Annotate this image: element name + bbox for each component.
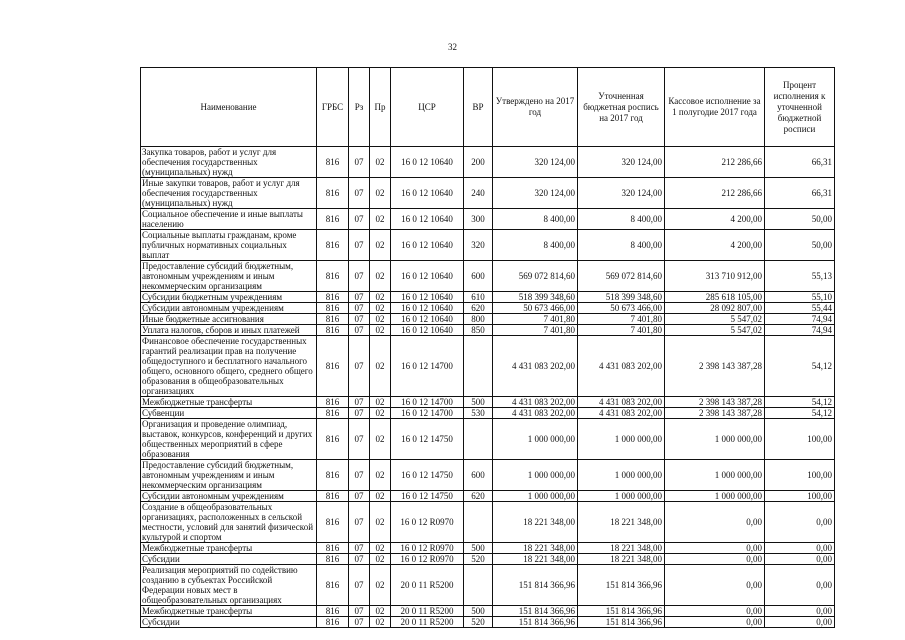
table-cell-grbs: 816: [317, 178, 349, 209]
table-cell-vr: 600: [464, 460, 493, 491]
table-cell-approved: 18 221 348,00: [493, 554, 578, 565]
table-cell-approved: 1 000 000,00: [493, 460, 578, 491]
table-cell-name: Реализация мероприятий по содействию созданию в субъектах Российской Федерации новых мест в общеобразовательных организациях: [141, 565, 317, 606]
table-cell-cash: 2 398 143 387,28: [665, 336, 765, 397]
table-cell-csr: 16 0 12 10640: [391, 147, 464, 178]
table-cell-vr: [464, 419, 493, 460]
table-cell-csr: 16 0 12 10640: [391, 314, 464, 325]
header-name: Наименование: [141, 68, 317, 147]
table-cell-rz: 07: [349, 314, 370, 325]
table-row: [141, 419, 835, 460]
table-cell-csr: 16 0 12 14750: [391, 460, 464, 491]
budget-table: [140, 67, 835, 628]
table-cell-percent: 55,44: [765, 303, 835, 314]
table-cell-approved: 1 000 000,00: [493, 491, 578, 502]
table-cell-percent: 100,00: [765, 491, 835, 502]
table-cell-vr: [464, 336, 493, 397]
table-cell-name: Субсидии: [141, 554, 317, 565]
table-cell-pr: 02: [370, 397, 391, 408]
table-cell-vr: 850: [464, 325, 493, 336]
table-cell-csr: 16 0 12 10640: [391, 178, 464, 209]
table-row: [141, 543, 835, 554]
table-cell-name: Межбюджетные трансферты: [141, 543, 317, 554]
table-cell-grbs: 816: [317, 565, 349, 606]
table-cell-cash: 0,00: [665, 502, 765, 543]
table-cell-revised: 4 431 083 202,00: [578, 336, 665, 397]
header-vr: ВР: [464, 68, 493, 147]
table-cell-rz: 07: [349, 460, 370, 491]
table-cell-approved: 518 399 348,60: [493, 292, 578, 303]
table-cell-rz: 07: [349, 230, 370, 261]
table-row: [141, 408, 835, 419]
table-cell-rz: 07: [349, 554, 370, 565]
table-cell-pr: 02: [370, 209, 391, 230]
table-cell-approved: 151 814 366,96: [493, 606, 578, 617]
table-cell-pr: 02: [370, 502, 391, 543]
header-approved: Утверждено на 2017 год: [493, 68, 578, 147]
table-cell-approved: 4 431 083 202,00: [493, 397, 578, 408]
table-cell-name: Уплата налогов, сборов и иных платежей: [141, 325, 317, 336]
table-cell-name: Закупка товаров, работ и услуг для обеспечения государственных (муниципальных) нужд: [141, 147, 317, 178]
table-cell-pr: 02: [370, 147, 391, 178]
table-row: [141, 491, 835, 502]
table-cell-rz: 07: [349, 606, 370, 617]
table-cell-rz: 07: [349, 147, 370, 178]
table-cell-cash: 0,00: [665, 554, 765, 565]
table-cell-approved: 320 124,00: [493, 178, 578, 209]
table-cell-percent: 50,00: [765, 209, 835, 230]
table-cell-grbs: 816: [317, 325, 349, 336]
table-row: [141, 230, 835, 261]
table-cell-pr: 02: [370, 491, 391, 502]
table-cell-rz: 07: [349, 261, 370, 292]
table-cell-grbs: 816: [317, 606, 349, 617]
table-cell-name: Создание в общеобразовательных организациях, расположенных в сельской местности, условий для занятий физической культурой и спортом: [141, 502, 317, 543]
table-cell-grbs: 816: [317, 554, 349, 565]
table-cell-percent: 50,00: [765, 230, 835, 261]
table-cell-rz: 07: [349, 336, 370, 397]
table-cell-percent: 55,13: [765, 261, 835, 292]
table-cell-approved: 18 221 348,00: [493, 502, 578, 543]
table-cell-pr: 02: [370, 325, 391, 336]
table-cell-cash: 313 710 912,00: [665, 261, 765, 292]
table-row: [141, 460, 835, 491]
table-cell-percent: 0,00: [765, 502, 835, 543]
table-cell-approved: 18 221 348,00: [493, 543, 578, 554]
table-cell-revised: 18 221 348,00: [578, 502, 665, 543]
table-cell-vr: 520: [464, 617, 493, 628]
table-cell-csr: 16 0 12 R0970: [391, 543, 464, 554]
table-row: [141, 554, 835, 565]
table-cell-rz: 07: [349, 303, 370, 314]
table-cell-approved: 7 401,80: [493, 314, 578, 325]
table-cell-grbs: 816: [317, 419, 349, 460]
page-number: 32: [448, 42, 457, 52]
table-cell-vr: [464, 502, 493, 543]
table-cell-name: Организация и проведение олимпиад, выставок, конкурсов, конференций и других общественных мероприятий в сфере образования: [141, 419, 317, 460]
table-cell-approved: 151 814 366,96: [493, 617, 578, 628]
table-cell-name: Межбюджетные трансферты: [141, 397, 317, 408]
table-row: [141, 606, 835, 617]
table-cell-revised: 7 401,80: [578, 314, 665, 325]
table-cell-cash: 4 200,00: [665, 230, 765, 261]
table-cell-cash: 212 286,66: [665, 147, 765, 178]
table-row: [141, 209, 835, 230]
table-cell-revised: 4 431 083 202,00: [578, 408, 665, 419]
table-cell-revised: 151 814 366,96: [578, 565, 665, 606]
table-cell-percent: 54,12: [765, 397, 835, 408]
table-cell-grbs: 816: [317, 292, 349, 303]
table-cell-grbs: 816: [317, 617, 349, 628]
table-cell-revised: 1 000 000,00: [578, 491, 665, 502]
table-cell-name: Субсидии бюджетным учреждениям: [141, 292, 317, 303]
table-cell-grbs: 816: [317, 314, 349, 325]
table-cell-csr: 16 0 12 14700: [391, 397, 464, 408]
table-cell-grbs: 816: [317, 336, 349, 397]
table-cell-cash: 5 547,02: [665, 314, 765, 325]
table-cell-name: Субсидии: [141, 617, 317, 628]
table-row: [141, 397, 835, 408]
table-cell-percent: 0,00: [765, 606, 835, 617]
table-cell-percent: 0,00: [765, 565, 835, 606]
table-cell-name: Субсидии автономным учреждениям: [141, 491, 317, 502]
table-cell-grbs: 816: [317, 491, 349, 502]
table-row: [141, 314, 835, 325]
table-cell-approved: 7 401,80: [493, 325, 578, 336]
table-cell-rz: 07: [349, 292, 370, 303]
table-cell-percent: 0,00: [765, 617, 835, 628]
table-cell-grbs: 816: [317, 303, 349, 314]
table-cell-name: Социальное обеспечение и иные выплаты населению: [141, 209, 317, 230]
table-cell-name: Финансовое обеспечение государственных гарантий реализации прав на получение общедоступного и бесплатного начального общего, основного общего, среднего общего образования в общеобразовательных организациях: [141, 336, 317, 397]
table-row: [141, 292, 835, 303]
table-cell-pr: 02: [370, 336, 391, 397]
table-cell-csr: 16 0 12 R0970: [391, 554, 464, 565]
table-cell-approved: 4 431 083 202,00: [493, 336, 578, 397]
table-row: [141, 617, 835, 628]
table-cell-csr: 16 0 12 R0970: [391, 502, 464, 543]
table-cell-rz: 07: [349, 543, 370, 554]
table-cell-pr: 02: [370, 178, 391, 209]
table-cell-vr: 240: [464, 178, 493, 209]
table-row: [141, 565, 835, 606]
table-cell-percent: 66,31: [765, 147, 835, 178]
table-cell-percent: 74,94: [765, 325, 835, 336]
table-cell-revised: 569 072 814,60: [578, 261, 665, 292]
table-cell-approved: 151 814 366,96: [493, 565, 578, 606]
table-cell-csr: 16 0 12 14700: [391, 408, 464, 419]
table-cell-vr: 500: [464, 397, 493, 408]
table-cell-revised: 18 221 348,00: [578, 554, 665, 565]
table-cell-revised: 1 000 000,00: [578, 460, 665, 491]
table-cell-percent: 74,94: [765, 314, 835, 325]
table-cell-rz: 07: [349, 419, 370, 460]
table-cell-name: Предоставление субсидий бюджетным, автономным учреждениям и иным некоммерческим организациям: [141, 261, 317, 292]
table-cell-grbs: 816: [317, 543, 349, 554]
table-cell-pr: 02: [370, 617, 391, 628]
table-cell-grbs: 816: [317, 408, 349, 419]
table-cell-name: Социальные выплаты гражданам, кроме публичных нормативных социальных выплат: [141, 230, 317, 261]
table-header-row: [141, 68, 835, 147]
table-cell-csr: 16 0 12 10640: [391, 292, 464, 303]
table-cell-cash: 212 286,66: [665, 178, 765, 209]
table-cell-cash: 0,00: [665, 543, 765, 554]
table-cell-name: Субсидии автономным учреждениям: [141, 303, 317, 314]
table-cell-revised: 151 814 366,96: [578, 617, 665, 628]
table-cell-rz: 07: [349, 617, 370, 628]
table-cell-vr: 320: [464, 230, 493, 261]
table-cell-pr: 02: [370, 303, 391, 314]
header-rz: Рз: [349, 68, 370, 147]
table-cell-grbs: 816: [317, 261, 349, 292]
header-grbs: ГРБС: [317, 68, 349, 147]
table-cell-pr: 02: [370, 408, 391, 419]
table-cell-rz: 07: [349, 325, 370, 336]
table-cell-rz: 07: [349, 178, 370, 209]
table-cell-cash: 0,00: [665, 617, 765, 628]
table-cell-vr: 620: [464, 303, 493, 314]
table-cell-pr: 02: [370, 292, 391, 303]
table-cell-revised: 1 000 000,00: [578, 419, 665, 460]
table-cell-revised: 518 399 348,60: [578, 292, 665, 303]
table-cell-vr: 500: [464, 606, 493, 617]
header-percent: Процент исполнения к уточненной бюджетной росписи: [765, 68, 835, 147]
table-cell-vr: 300: [464, 209, 493, 230]
table-cell-cash: 1 000 000,00: [665, 460, 765, 491]
table-cell-name: Предоставление субсидий бюджетным, автономным учреждениям и иным некоммерческим организациям: [141, 460, 317, 491]
table-cell-percent: 100,00: [765, 460, 835, 491]
table-cell-revised: 320 124,00: [578, 178, 665, 209]
table-cell-percent: 100,00: [765, 419, 835, 460]
table-cell-vr: 530: [464, 408, 493, 419]
table-row: [141, 261, 835, 292]
table-cell-vr: 600: [464, 261, 493, 292]
table-cell-approved: 1 000 000,00: [493, 419, 578, 460]
table-cell-csr: 16 0 12 14750: [391, 491, 464, 502]
table-cell-revised: 8 400,00: [578, 230, 665, 261]
table-cell-approved: 320 124,00: [493, 147, 578, 178]
table-cell-grbs: 816: [317, 502, 349, 543]
header-cash: Кассовое исполнение за 1 полугодие 2017 года: [665, 68, 765, 147]
table-cell-revised: 320 124,00: [578, 147, 665, 178]
table-cell-percent: 54,12: [765, 408, 835, 419]
table-cell-pr: 02: [370, 543, 391, 554]
table-cell-name: Иные бюджетные ассигнования: [141, 314, 317, 325]
table-cell-vr: 800: [464, 314, 493, 325]
table-cell-name: Субвенции: [141, 408, 317, 419]
table-cell-approved: 8 400,00: [493, 230, 578, 261]
table-cell-approved: 8 400,00: [493, 209, 578, 230]
table-cell-rz: 07: [349, 491, 370, 502]
table-cell-vr: 200: [464, 147, 493, 178]
table-cell-revised: 151 814 366,96: [578, 606, 665, 617]
table-cell-revised: 8 400,00: [578, 209, 665, 230]
table-cell-rz: 07: [349, 209, 370, 230]
table-row: [141, 336, 835, 397]
table-cell-csr: 16 0 12 14750: [391, 419, 464, 460]
table-cell-cash: 0,00: [665, 606, 765, 617]
table-row: [141, 325, 835, 336]
table-cell-approved: 569 072 814,60: [493, 261, 578, 292]
table-cell-rz: 07: [349, 408, 370, 419]
table-cell-csr: 16 0 12 10640: [391, 230, 464, 261]
table-cell-cash: 28 092 807,00: [665, 303, 765, 314]
table-cell-revised: 18 221 348,00: [578, 543, 665, 554]
table-cell-csr: 16 0 12 10640: [391, 209, 464, 230]
table-cell-approved: 50 673 466,00: [493, 303, 578, 314]
table-cell-cash: 285 618 105,00: [665, 292, 765, 303]
header-revised: Уточненная бюджетная роспись на 2017 год: [578, 68, 665, 147]
table-cell-csr: 20 0 11 R5200: [391, 565, 464, 606]
table-cell-cash: 2 398 143 387,28: [665, 408, 765, 419]
table-cell-revised: 50 673 466,00: [578, 303, 665, 314]
table-cell-percent: 54,12: [765, 336, 835, 397]
table-cell-percent: 66,31: [765, 178, 835, 209]
table-cell-cash: 1 000 000,00: [665, 491, 765, 502]
table-cell-pr: 02: [370, 261, 391, 292]
table-cell-csr: 16 0 12 10640: [391, 261, 464, 292]
table-row: [141, 178, 835, 209]
table-cell-pr: 02: [370, 554, 391, 565]
table-cell-rz: 07: [349, 502, 370, 543]
table-cell-percent: 0,00: [765, 543, 835, 554]
table-cell-cash: 2 398 143 387,28: [665, 397, 765, 408]
table-cell-csr: 16 0 12 14700: [391, 336, 464, 397]
table-cell-vr: 620: [464, 491, 493, 502]
table-cell-vr: [464, 565, 493, 606]
table-cell-rz: 07: [349, 565, 370, 606]
table-cell-cash: 4 200,00: [665, 209, 765, 230]
table-cell-csr: 16 0 12 10640: [391, 325, 464, 336]
table-cell-cash: 5 547,02: [665, 325, 765, 336]
table-cell-grbs: 816: [317, 230, 349, 261]
table-cell-csr: 20 0 11 R5200: [391, 617, 464, 628]
table-cell-cash: 1 000 000,00: [665, 419, 765, 460]
table-cell-pr: 02: [370, 419, 391, 460]
table-cell-name: Межбюджетные трансферты: [141, 606, 317, 617]
table-cell-pr: 02: [370, 314, 391, 325]
table-cell-grbs: 816: [317, 397, 349, 408]
table-cell-pr: 02: [370, 565, 391, 606]
table-cell-rz: 07: [349, 397, 370, 408]
table-cell-revised: 7 401,80: [578, 325, 665, 336]
table-cell-grbs: 816: [317, 209, 349, 230]
table-row: [141, 502, 835, 543]
table-cell-revised: 4 431 083 202,00: [578, 397, 665, 408]
table-cell-approved: 4 431 083 202,00: [493, 408, 578, 419]
header-pr: Пр: [370, 68, 391, 147]
table-cell-cash: 0,00: [665, 565, 765, 606]
table-cell-csr: 20 0 11 R5200: [391, 606, 464, 617]
table-row: [141, 147, 835, 178]
header-csr: ЦСР: [391, 68, 464, 147]
table-cell-grbs: 816: [317, 460, 349, 491]
table-cell-pr: 02: [370, 230, 391, 261]
table-cell-pr: 02: [370, 606, 391, 617]
table-cell-vr: 610: [464, 292, 493, 303]
table-cell-csr: 16 0 12 10640: [391, 303, 464, 314]
table-cell-vr: 520: [464, 554, 493, 565]
table-row: [141, 303, 835, 314]
table-cell-vr: 500: [464, 543, 493, 554]
table-cell-percent: 55,10: [765, 292, 835, 303]
table-cell-grbs: 816: [317, 147, 349, 178]
table-cell-percent: 0,00: [765, 554, 835, 565]
table-cell-name: Иные закупки товаров, работ и услуг для обеспечения государственных (муниципальных) нужд: [141, 178, 317, 209]
table-cell-pr: 02: [370, 460, 391, 491]
